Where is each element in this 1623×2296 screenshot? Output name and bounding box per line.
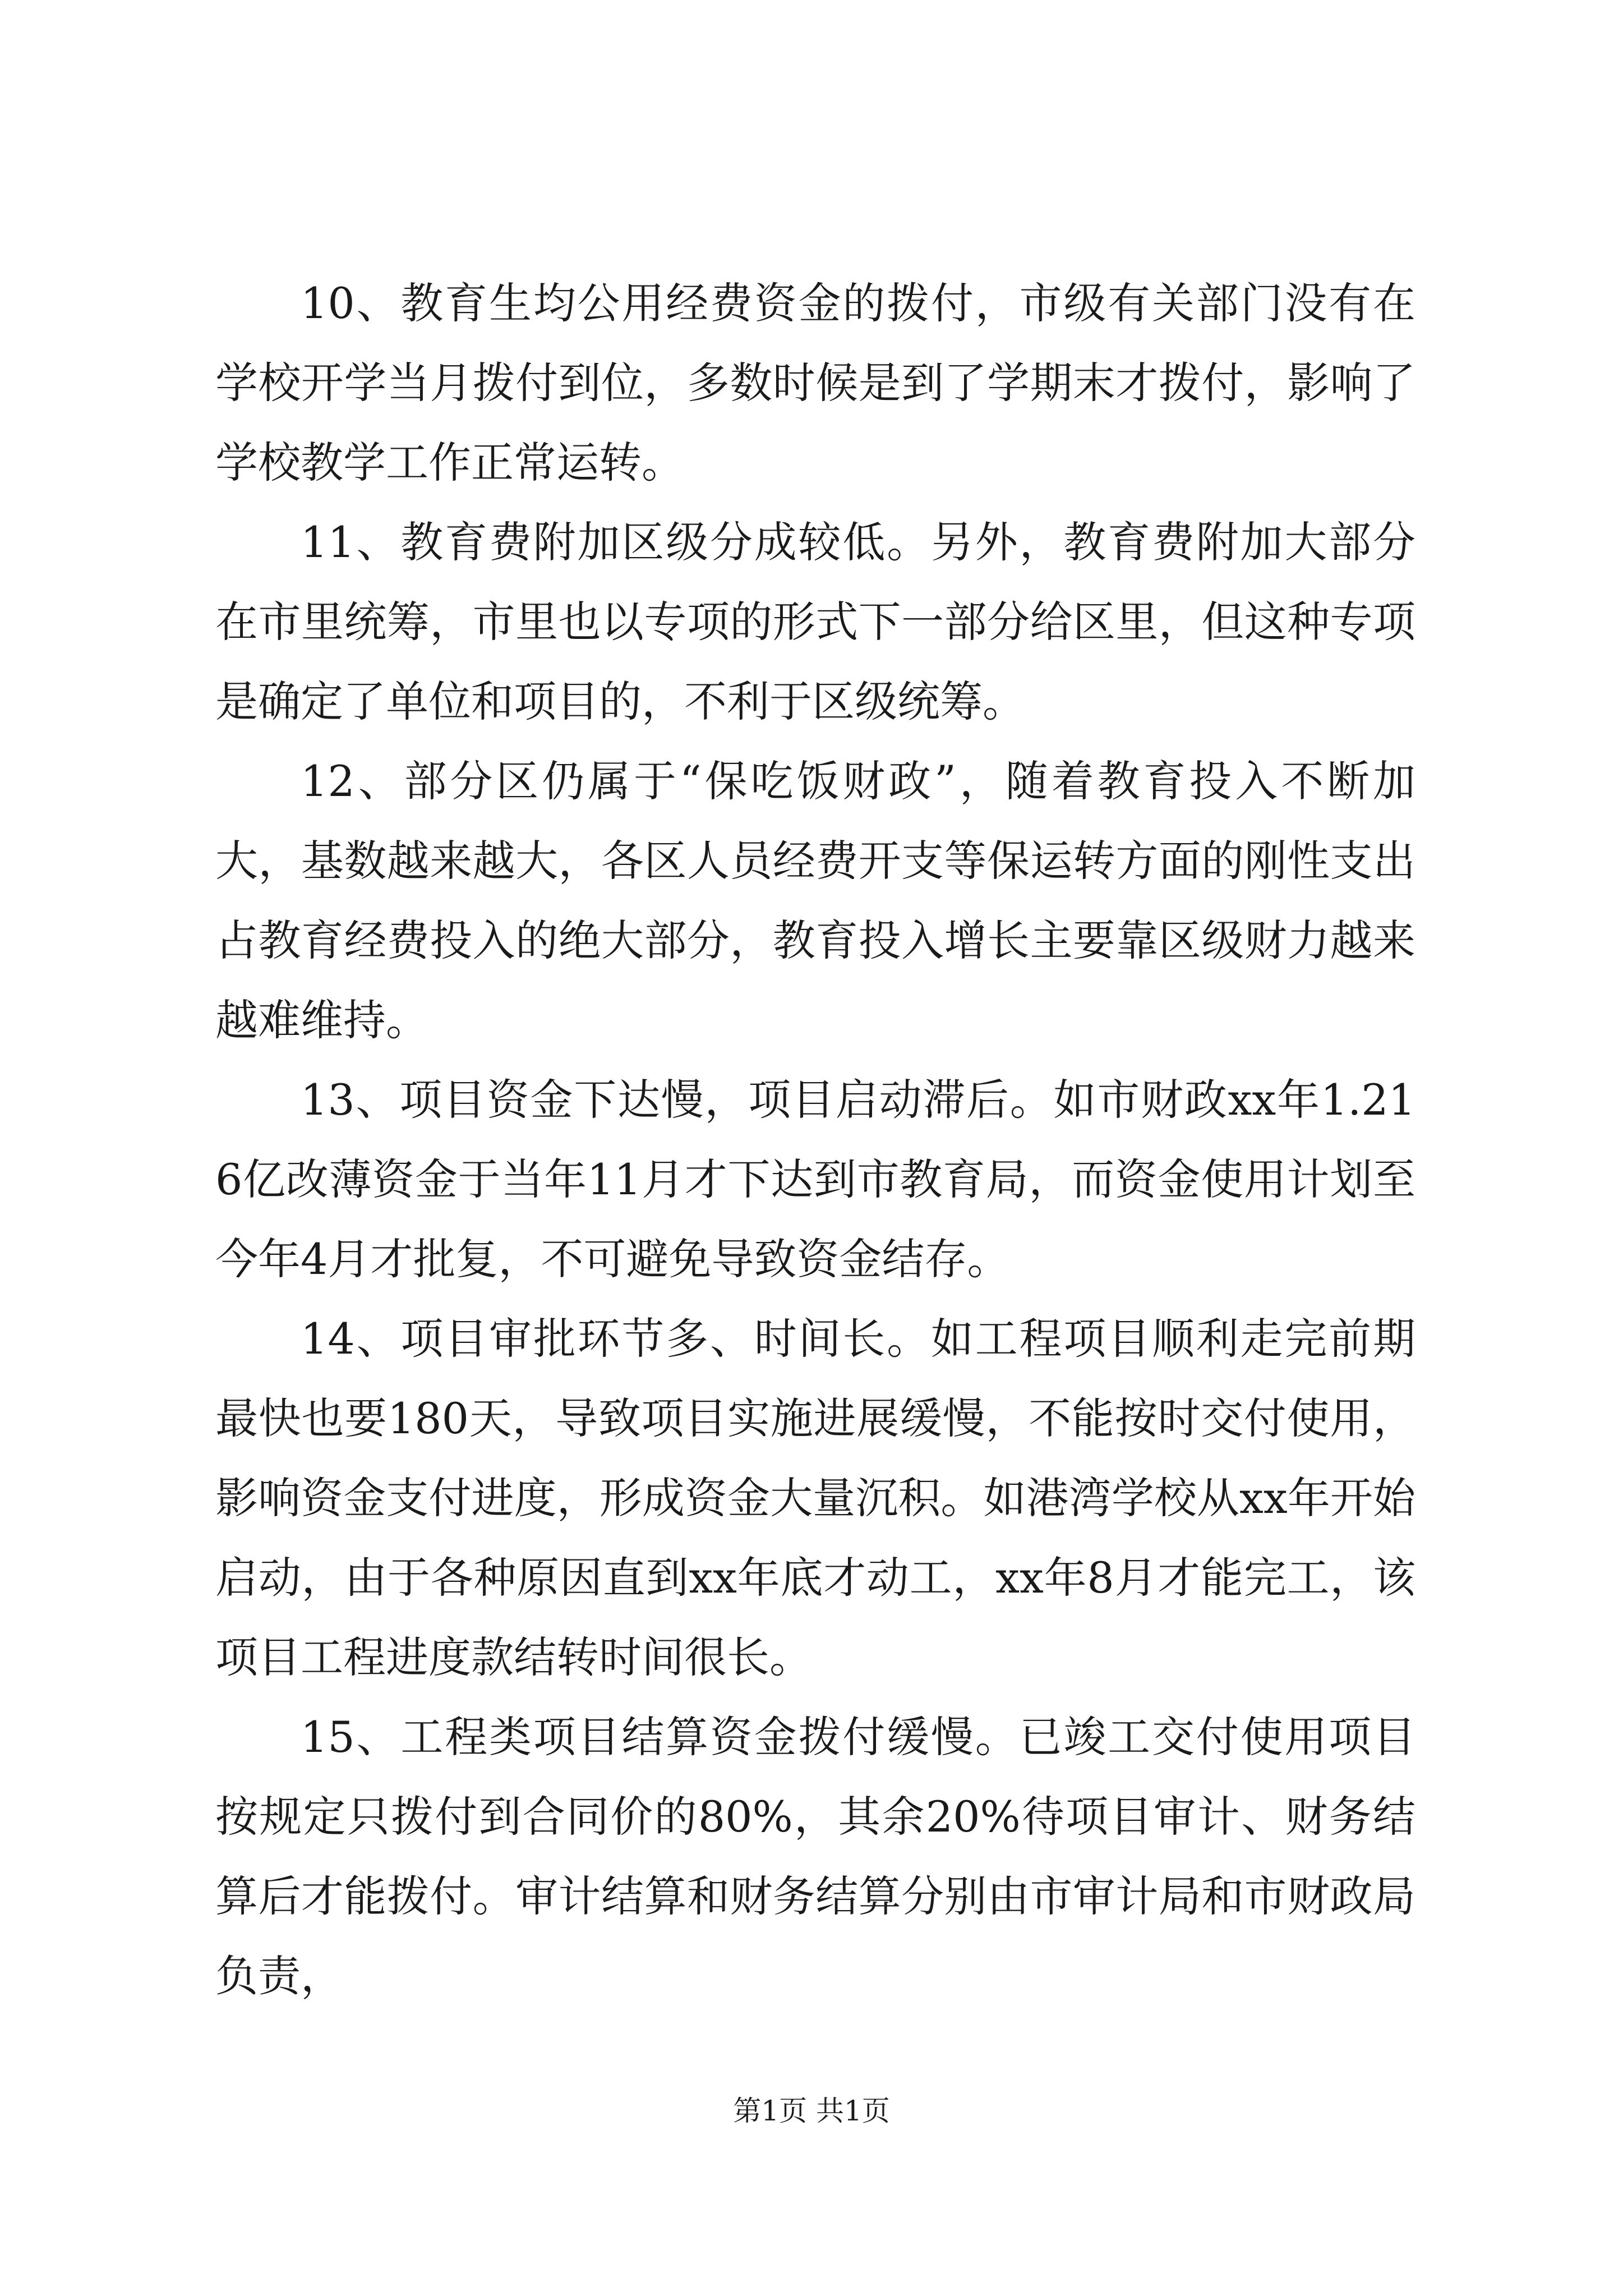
- paragraph-13: 13、项目资金下达慢，项目启动滞后。如市财政xx年1.216亿改薄资金于当年11月才下达到市教育局，而资金使用计划至今年4月才批复，不可避免导致资金结存。: [215, 1075, 1415, 1284]
- paragraph-10: 10、教育生均公用经费资金的拨付，市级有关部门没有在学校开学当月拨付到位，多数时候是到了学期末才拨付，影响了学校教学工作正常运转。: [215, 278, 1415, 487]
- paragraph-14: 14、项目审批环节多、时间长。如工程项目顺利走完前期最快也要180天，导致项目实施进展缓慢，不能按时交付使用，影响资金支付进度，形成资金大量沉积。如港湾学校从xx年开始启动，由于各种原因直到xx年底才动工，xx年8月才能完工，该项目工程进度款结转时间很长。: [215, 1314, 1415, 1682]
- paragraph-15: 15、工程类项目结算资金拨付缓慢。已竣工交付使用项目按规定只拨付到合同价的80%，其余20%待项目审计、财务结算后才能拨付。审计结算和财务结算分别由市审计局和市财政局负责，: [215, 1712, 1415, 2001]
- page-footer: 第1页 共1页: [733, 2095, 890, 2127]
- paragraph-11: 11、教育费附加区级分成较低。另外，教育费附加大部分在市里统筹，市里也以专项的形式下一部分给区里，但这种专项是确定了单位和项目的，不利于区级统筹。: [215, 517, 1415, 726]
- paragraph-12: 12、部分区仍属于“保吃饭财政”，随着教育投入不断加大，基数越来越大，各区人员经费开支等保运转方面的刚性支出占教育经费投入的绝大部分，教育投入增长主要靠区级财力越来越难维持。: [215, 756, 1415, 1045]
- document-body: [215, 264, 1415, 2016]
